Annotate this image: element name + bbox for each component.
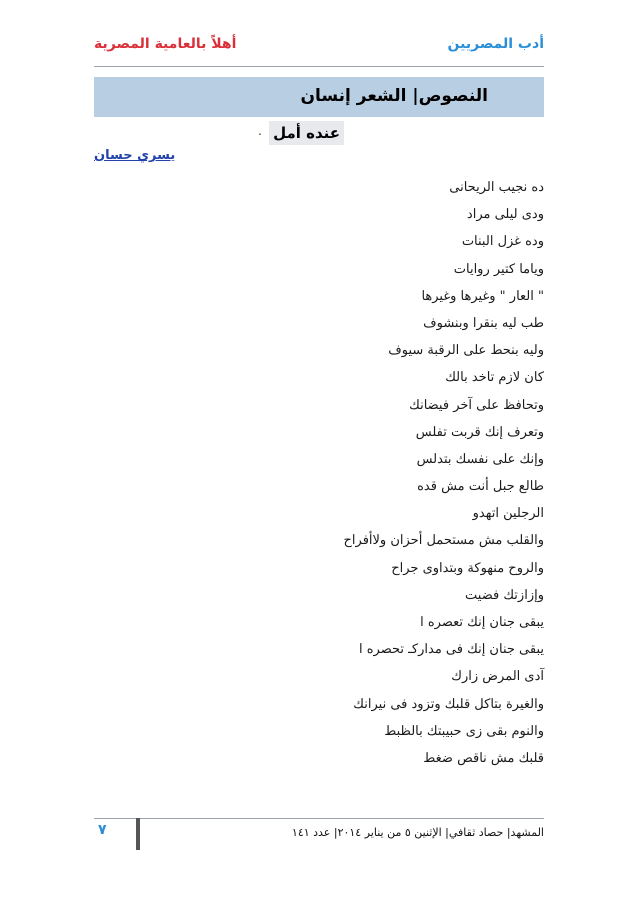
poem-verse: وإنك على نفسك بتدلس	[416, 451, 544, 467]
poem-verse: قلبك مش ناقص ضغط	[423, 750, 544, 766]
poem-title: عنده أمل	[269, 121, 344, 145]
poem-verse: كان لازم تاخد بالك	[445, 370, 544, 386]
poem-verse: طب ليه بنقرا وبنشوف	[423, 315, 544, 331]
section-banner-title: النصوص| الشعر إنسان	[300, 86, 488, 106]
poem-verse: والروح منهوكة وبتداوى جراح	[391, 560, 544, 576]
poem-verse: ده نجيب الريحانى	[449, 180, 544, 195]
poem-verse: وليه بنحط على الرقبة سيوف	[388, 343, 544, 359]
header-magazine-title: أهلاً بالعامية المصرية	[94, 36, 237, 52]
header-divider	[94, 66, 544, 67]
poem-verse: والقلب مش مستحمل أحزان ولاأفراح	[343, 533, 544, 549]
footer-issue-info: المشهد| حصاد ثقافي| الإثنين ٥ من يناير ٢٠١٤| عدد ١٤١	[291, 826, 544, 839]
header-section-title: أدب المصريين	[447, 36, 544, 52]
poem-verse: والغيرة بتاكل قلبك وتزود فى نيرانك	[353, 696, 544, 712]
poem-verses	[124, 174, 544, 772]
poem-verse: ودى ليلى مراد	[466, 207, 544, 223]
poem-title-mark: .	[258, 124, 262, 138]
poem-verse: وده غزل البنات	[461, 234, 544, 250]
poem-verse: يبقى جنان إنك فى مداركـ تحصره ا	[358, 642, 544, 658]
poem-verse: آدى المرض زارك	[451, 669, 544, 685]
poem-verse: الرجلين اتهدو	[472, 506, 544, 522]
poem-verse: وتحافظ على آخر فيضانك	[409, 397, 544, 413]
poem-author: يسري حسان	[94, 148, 176, 163]
poem-verse: يبقى جنان إنك تعصره ا	[420, 615, 544, 630]
poem-verse: طالع جبل أنت مش قده	[417, 479, 544, 495]
poem-verse: وتعرف إنك قربت تفلس	[415, 424, 544, 440]
poem-verse: وإزازتك فضيت	[465, 587, 544, 603]
poem-verse: وياما كتير روايات	[453, 261, 544, 277]
footer-divider	[94, 818, 544, 819]
footer-page-separator	[136, 818, 140, 850]
page-number: ٧	[98, 822, 107, 838]
poem-verse: والنوم بقى زى حبيبتك بالظبط	[384, 723, 544, 739]
poem-verse: " العار " وغيرها وغيرها	[421, 288, 544, 304]
